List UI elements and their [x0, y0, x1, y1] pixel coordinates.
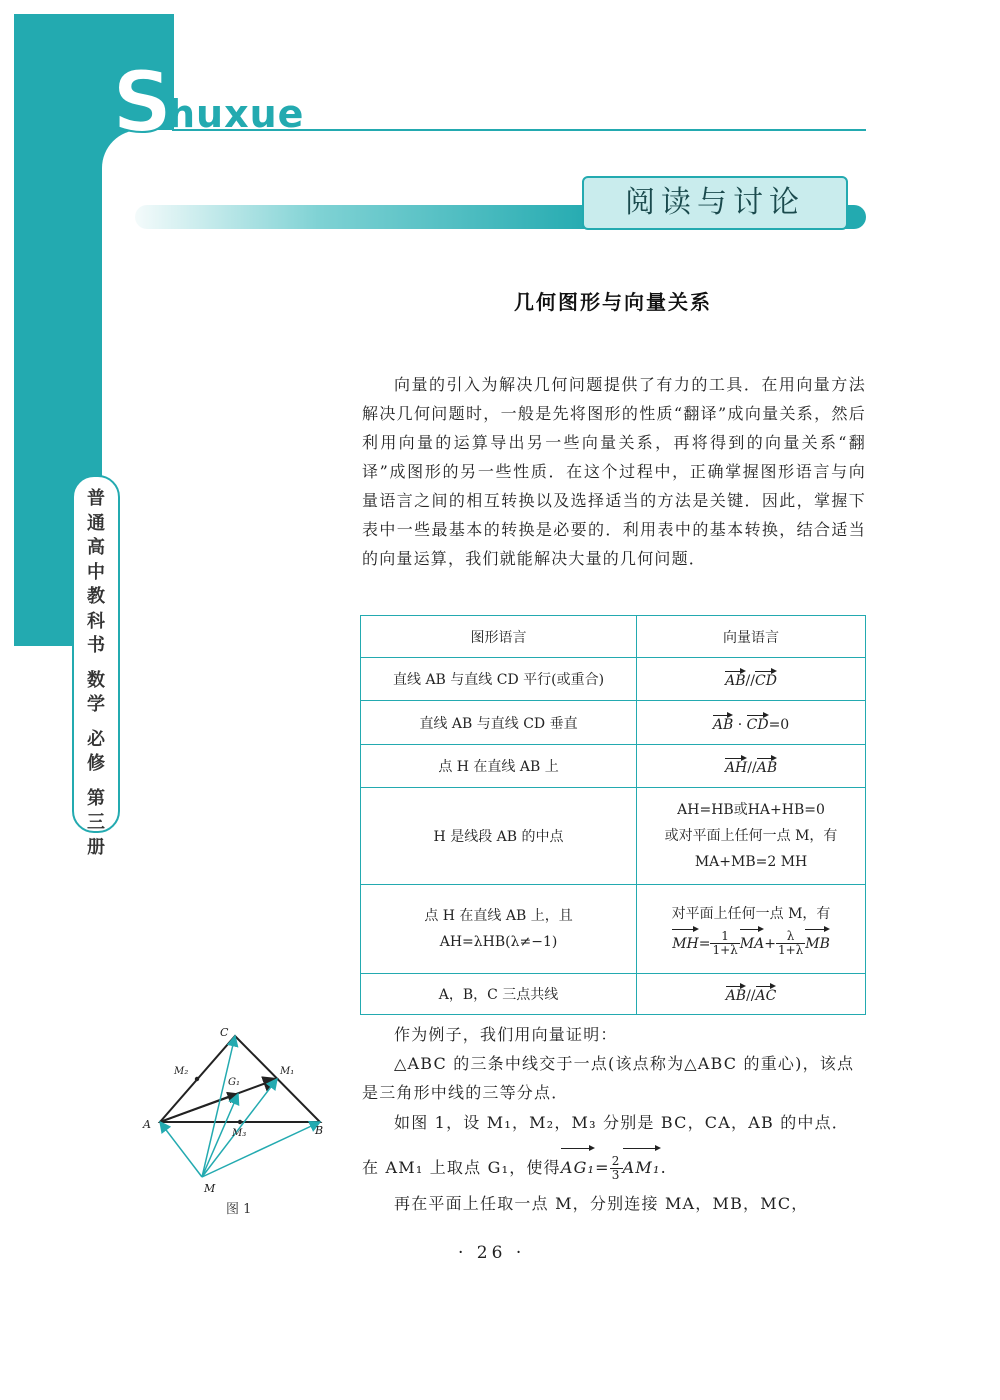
- vector-cell: [637, 788, 866, 885]
- fraction-denominator: 3: [611, 1168, 621, 1182]
- triangle-abc: [160, 1036, 320, 1122]
- graphic-text-line2: AH=λHB(λ≠−1): [439, 934, 558, 950]
- body-paragraph-2: △ABC 的三条中线交于一点(该点称为△ABC 的重心)，该点是三角形中线的三等分点．: [362, 1054, 855, 1102]
- vector-cd: CD: [747, 713, 769, 733]
- graphic-text: 直线 AB 与直线 CD 垂直: [419, 715, 578, 732]
- section-scroll-banner: [582, 176, 848, 230]
- body-paragraph-5: 再在平面上任取一点 M，分别连接 MA，MB，MC，: [394, 1194, 809, 1213]
- table-row: [361, 701, 866, 745]
- midpoint-equation: AH=HB或HA+HB=0: [677, 802, 825, 818]
- graphic-cell: [361, 885, 637, 974]
- vector-cell: [637, 974, 866, 1015]
- vector-ab: AB: [725, 669, 745, 689]
- section-ribbon: [135, 205, 595, 229]
- intro-paragraph: 向量的引入为解决几何问题提供了有力的工具．在用向量方法解决几何问题时，一般是先将图形的性质“翻译”成向量关系，然后利用向量的运算导出另一些向量关系，再将得到的向量关系“翻译”成图形的另一些性质．在这个过程中，正确掌握图形语言与向量语言之间的相互转换以及选择适当的方法是关键．因此，掌握下表中一些最基本的转换是必要的．利用表中的基本转换，结合适当的向量运算，我们就能解决大量的几何问题．: [362, 375, 866, 568]
- midpoint-equation-2: MA+MB=2 MH: [694, 854, 808, 870]
- vector-ab: AB: [726, 984, 746, 1004]
- sidebar-char: 中: [87, 561, 105, 583]
- table-row: [361, 745, 866, 788]
- point-m3: [238, 1120, 242, 1124]
- sidebar-char: 册: [87, 836, 105, 858]
- fraction-numerator: 2: [611, 1154, 621, 1168]
- sidebar-char: 三: [87, 812, 105, 833]
- midpoint-note: 或对平面上任何一点 M，有: [664, 828, 838, 844]
- vector-op: //: [745, 673, 755, 689]
- sidebar-char: 教: [87, 586, 105, 607]
- vector-ac: AC: [756, 984, 777, 1004]
- table-row: [361, 974, 866, 1015]
- vector-mb: [202, 1122, 320, 1177]
- vector-ah: AH: [725, 756, 747, 776]
- vector-cd: CD: [755, 669, 777, 689]
- label-m: M: [204, 1182, 216, 1195]
- body-paragraph-3: 如图 1，设 M₁，M₂，M₃ 分别是 BC，CA，AB 的中点．: [394, 1113, 850, 1132]
- vector-cell: [637, 885, 866, 974]
- sidebar-char: 第: [87, 787, 105, 809]
- sidebar-char: 修: [87, 753, 105, 774]
- label-a: A: [143, 1118, 151, 1131]
- vector-op: //: [746, 988, 756, 1004]
- fraction-2: [776, 930, 805, 957]
- header-vector-language: 向量语言: [637, 616, 866, 658]
- graphic-cell: [361, 658, 637, 701]
- vector-op: //: [747, 760, 757, 776]
- page-number: · 26 ·: [458, 1243, 526, 1263]
- figure-1-diagram: [140, 1022, 340, 1197]
- point-m2: [195, 1077, 199, 1081]
- graphic-text-line1: 点 H 在直线 AB 上，且: [424, 908, 573, 924]
- graphic-cell: [361, 745, 637, 788]
- body-paragraph-1: 作为例子，我们用向量证明：: [394, 1025, 618, 1044]
- graphic-text: A，B，C 三点共线: [438, 987, 559, 1003]
- fraction-1-numerator: 1: [710, 930, 739, 944]
- vector-cell: [637, 745, 866, 788]
- label-m3: M₃: [232, 1128, 247, 1139]
- vector-ab: AB: [757, 756, 777, 776]
- sidebar-char: [74, 659, 118, 669]
- fraction-1-denominator: 1+λ: [712, 943, 738, 958]
- table-header-row: [361, 616, 866, 658]
- fraction-two-thirds: [610, 1155, 623, 1182]
- sidebar-char: [74, 718, 118, 728]
- label-b: B: [315, 1124, 324, 1137]
- sidebar-char: 高: [87, 537, 105, 558]
- graphic-cell: [361, 974, 637, 1015]
- division-note: 对平面上任何一点 M，有: [671, 905, 831, 922]
- division-formula: MH= $\frac{1}{1+\lambda}$ MA+ $\frac{\lambda}{1+\lambda}$ MB: [643, 927, 859, 958]
- label-c: C: [220, 1026, 229, 1039]
- body-p4-prefix: 在 AM₁ 上取点 G₁，使得: [362, 1158, 561, 1177]
- vector-cell: [637, 701, 866, 745]
- graphic-cell: [361, 788, 637, 885]
- sidebar-char: 科: [87, 610, 105, 632]
- table-row: [361, 658, 866, 701]
- graphic-cell: [361, 701, 637, 745]
- sidebar-char: 必: [87, 728, 105, 750]
- conversion-table: [360, 615, 866, 1015]
- fraction-2-denominator: 1+λ: [777, 943, 804, 958]
- book-title-pill: [72, 475, 120, 858]
- sidebar-char: 数: [87, 669, 105, 691]
- vector-cell: [637, 658, 866, 701]
- label-g1: G₁: [228, 1077, 240, 1088]
- figure-caption: 图 1: [226, 1202, 252, 1217]
- table-row: [361, 788, 866, 885]
- section-label: 阅读与讨论: [625, 185, 805, 220]
- label-m1: M₁: [280, 1066, 295, 1077]
- logo-initial: S: [112, 53, 173, 151]
- table-row: [361, 885, 866, 974]
- vector-op: ·: [737, 716, 743, 733]
- vector-ma: [160, 1122, 202, 1177]
- sidebar-char: 书: [87, 635, 105, 656]
- header-graphic-language: 图形语言: [361, 616, 637, 658]
- label-m2: M₂: [174, 1066, 189, 1077]
- graphic-text: 直线 AB 与直线 CD 平行(或重合): [393, 672, 605, 688]
- vector-ab: AB: [713, 713, 733, 733]
- sidebar-char: [74, 777, 118, 787]
- logo-text: huxue: [168, 92, 305, 136]
- graphic-text: 点 H 在直线 AB 上: [438, 759, 559, 775]
- sidebar-char: 普: [87, 488, 105, 509]
- graphic-text: H 是线段 AB 的中点: [433, 829, 564, 845]
- sidebar-char: 学: [87, 694, 105, 715]
- fraction-2-numerator: λ: [776, 930, 805, 944]
- article-title: 几何图形与向量关系: [514, 290, 712, 314]
- sidebar-char: 通: [87, 512, 105, 534]
- fraction-1: [710, 930, 739, 957]
- book-title-vertical: [74, 487, 118, 860]
- body-paragraph-4: 在 AM₁ 上取点 G₁，使得AG₁= $\frac{2}{3}$ AM₁.: [362, 1146, 866, 1186]
- vector-tail: =0: [768, 716, 790, 733]
